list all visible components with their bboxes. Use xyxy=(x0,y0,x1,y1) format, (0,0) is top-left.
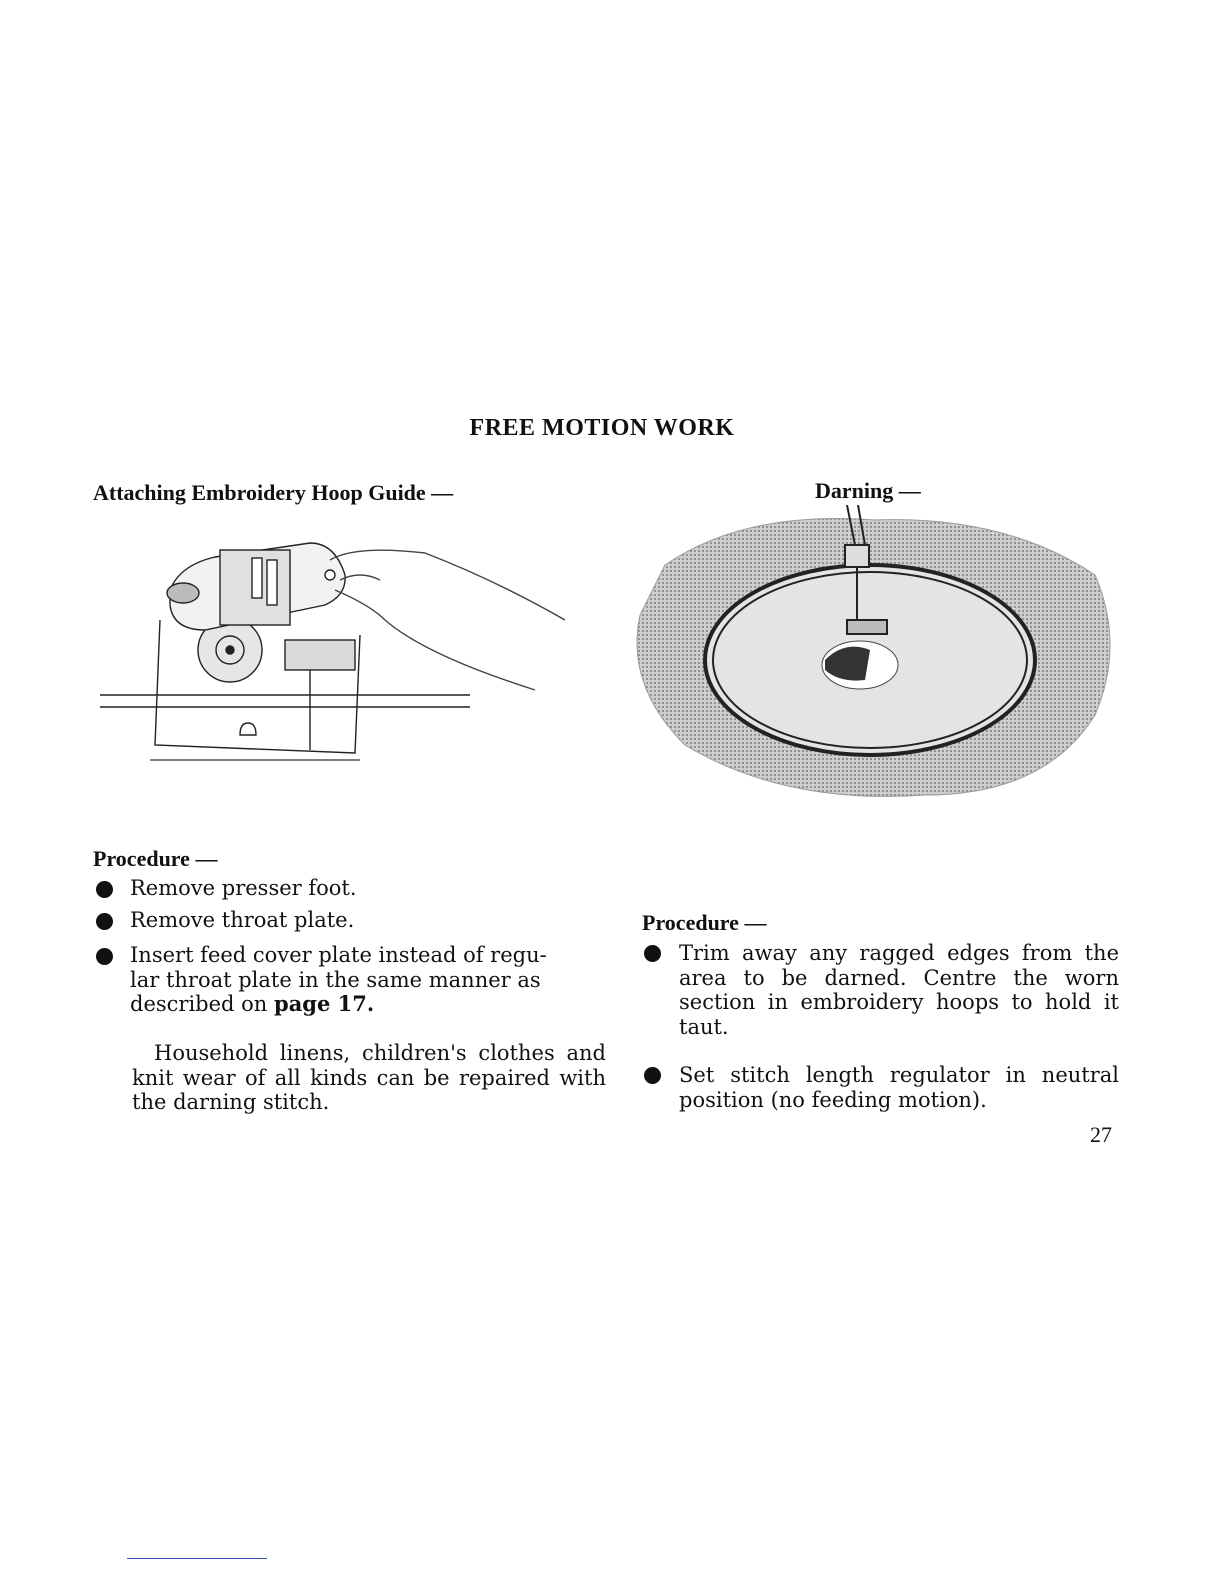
page-reference: page 17. xyxy=(274,991,375,1016)
bullet-icon xyxy=(96,881,113,898)
procedure-heading-right: Procedure — xyxy=(642,910,767,935)
bullet-icon xyxy=(96,948,113,965)
section-heading-hoop-guide: Attaching Embroidery Hoop Guide — xyxy=(93,480,454,505)
left-step-3 xyxy=(130,943,575,1017)
page-number: 27 xyxy=(1090,1122,1112,1147)
feed-cover-plate-illustration xyxy=(95,535,575,770)
right-step-2: Set stitch length regulator in neutral position (no feeding motion). xyxy=(679,1063,1119,1112)
footer-rule xyxy=(127,1558,267,1559)
section-heading-darning: Darning — xyxy=(815,478,921,503)
bullet-icon xyxy=(644,945,661,962)
bullet-icon xyxy=(96,913,113,930)
right-step-1: Trim away any ragged edges from the area to be darned. Centre the worn section in embroidery hoops to hold it taut. xyxy=(679,941,1119,1039)
procedure-heading-left: Procedure — xyxy=(93,846,218,871)
bullet-icon xyxy=(644,1067,661,1084)
left-step-1: Remove presser foot. xyxy=(130,876,357,900)
left-step-2: Remove throat plate. xyxy=(130,908,355,932)
left-step-3-text: Insert feed cover plate instead of regu-lar throat plate in the same manner as described on xyxy=(130,943,547,1016)
darning-paragraph: Household linens, children's clothes and knit wear of all kinds can be repaired with the darning stitch. xyxy=(132,1041,606,1114)
darning-hoop-illustration xyxy=(625,505,1115,805)
page-title: FREE MOTION WORK xyxy=(469,415,735,441)
